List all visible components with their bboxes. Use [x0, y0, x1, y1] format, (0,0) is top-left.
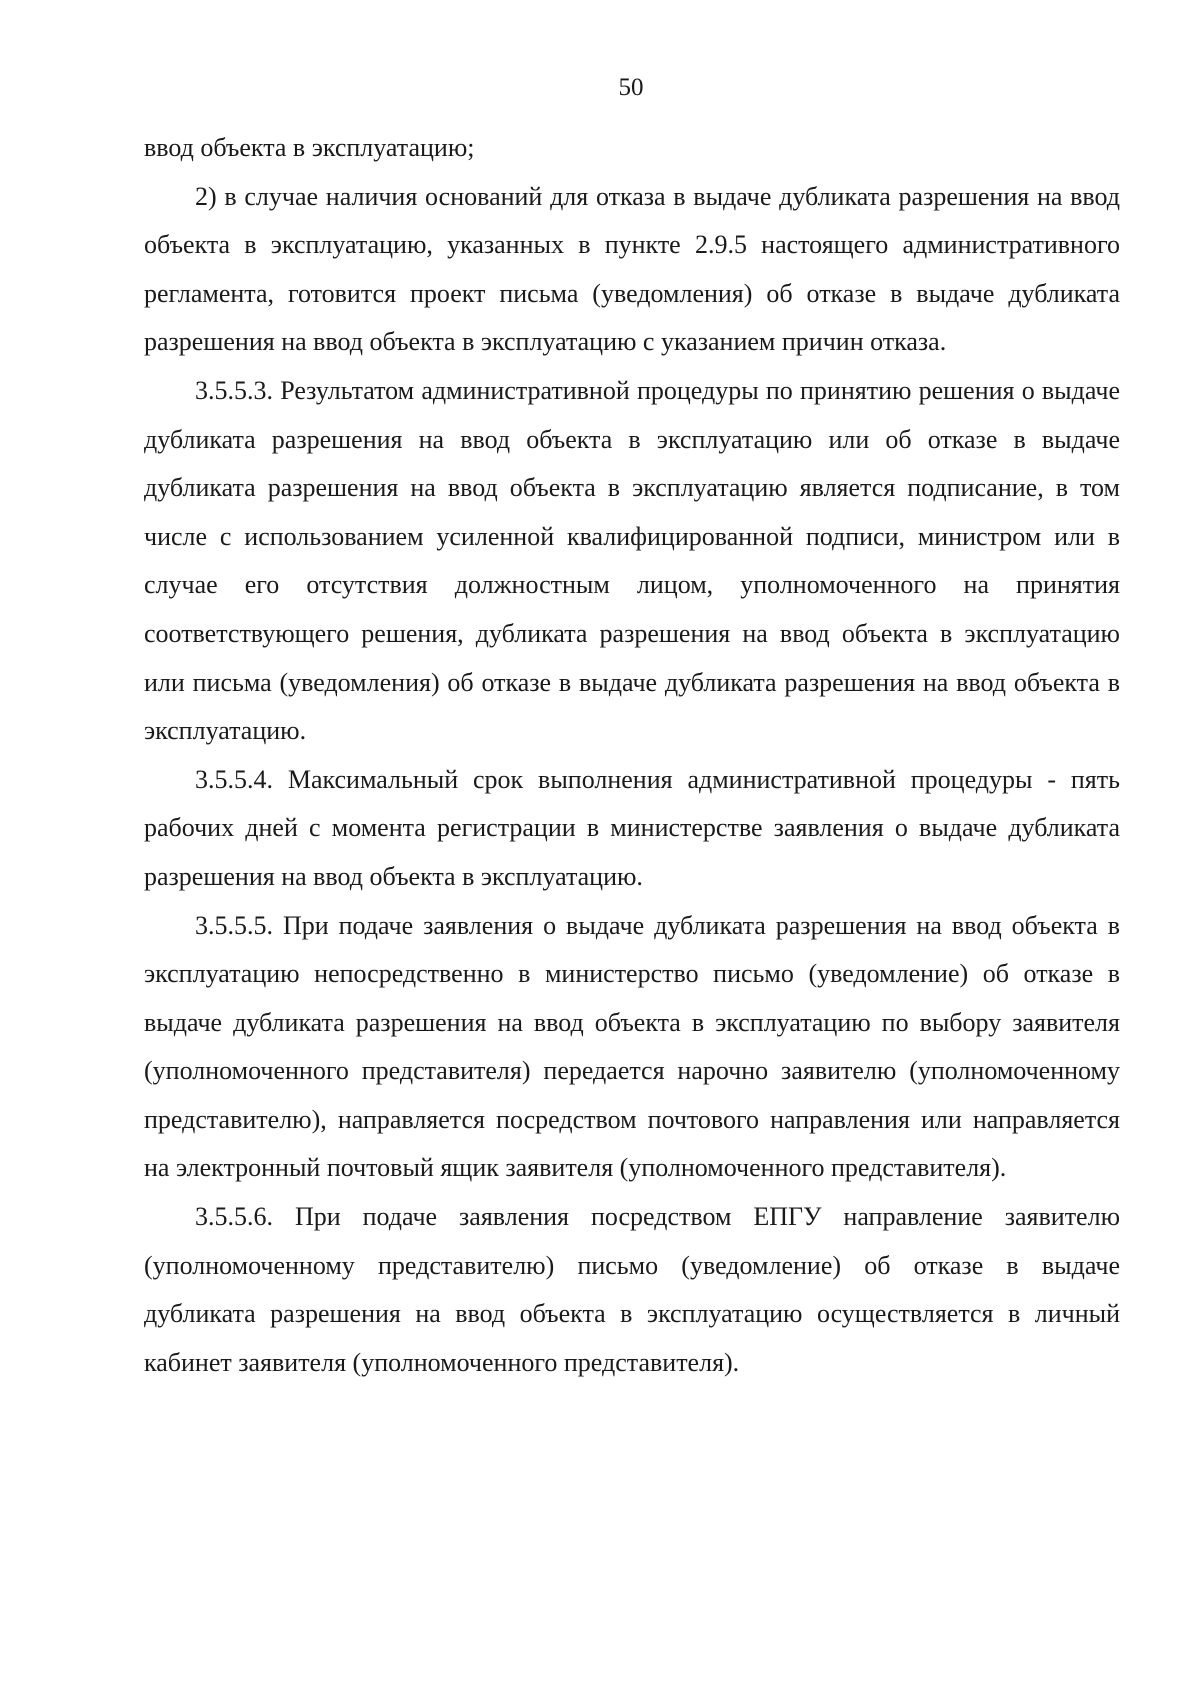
paragraph-3-5-5-3: 3.5.5.3. Результатом административной процедуры по принятию решения о выдаче дубликата разрешения на ввод объекта в эксплуатацию или об отказе в выдаче дубликата разрешения на ввод объекта в эксплуатацию является подписание, в том числе с использованием усиленной квалифицированной подписи, министром или в случае его отсутствия должностным лицом, уполномоченного на принятия соответствующего решения, дубликата разрешения на ввод объекта в эксплуатацию или письма (уведомления) об отказе в выдаче дубликата разрешения на ввод объекта в эксплуатацию.: [144, 375, 1120, 746]
paragraph-continuation: ввод объекта в эксплуатацию;: [144, 133, 475, 162]
paragraph-3-5-5-6: 3.5.5.6. При подаче заявления посредством ЕПГУ направление заявителю (уполномоченному представителю) письмо (уведомление) об отказе в выдаче дубликата разрешения на ввод объекта в эксплуатацию осуществляется в личный кабинет заявителя (уполномоченного представителя).: [144, 1202, 1120, 1377]
paragraph-3-5-5-5: 3.5.5.5. При подаче заявления о выдаче дубликата разрешения на ввод объекта в эксплуатацию непосредственно в министерство письмо (уведомление) об отказе в выдаче дубликата разрешения на ввод объекта в эксплуатацию по выбору заявителя (уполномоченного представителя) передается нарочно заявителю (уполномоченному представителю), направляется посредством почтового направления или направляется на электронный почтовый ящик заявителя (уполномоченного представителя).: [144, 910, 1120, 1183]
page-number: 50: [618, 74, 644, 101]
document-body: [144, 124, 1120, 1387]
paragraph-3-5-5-4: 3.5.5.4. Максимальный срок выполнения административной процедуры - пять рабочих дней с момента регистрации в министерстве заявления о выдаче дубликата разрешения на ввод объекта в эксплуатацию.: [144, 764, 1120, 891]
paragraph-item-2: 2) в случае наличия оснований для отказа в выдаче дубликата разрешения на ввод объекта в эксплуатацию, указанных в пункте 2.9.5 настоящего административного регламента, готовится проект письма (уведомления) об отказе в выдаче дубликата разрешения на ввод объекта в эксплуатацию с указанием причин отказа.: [144, 181, 1120, 357]
